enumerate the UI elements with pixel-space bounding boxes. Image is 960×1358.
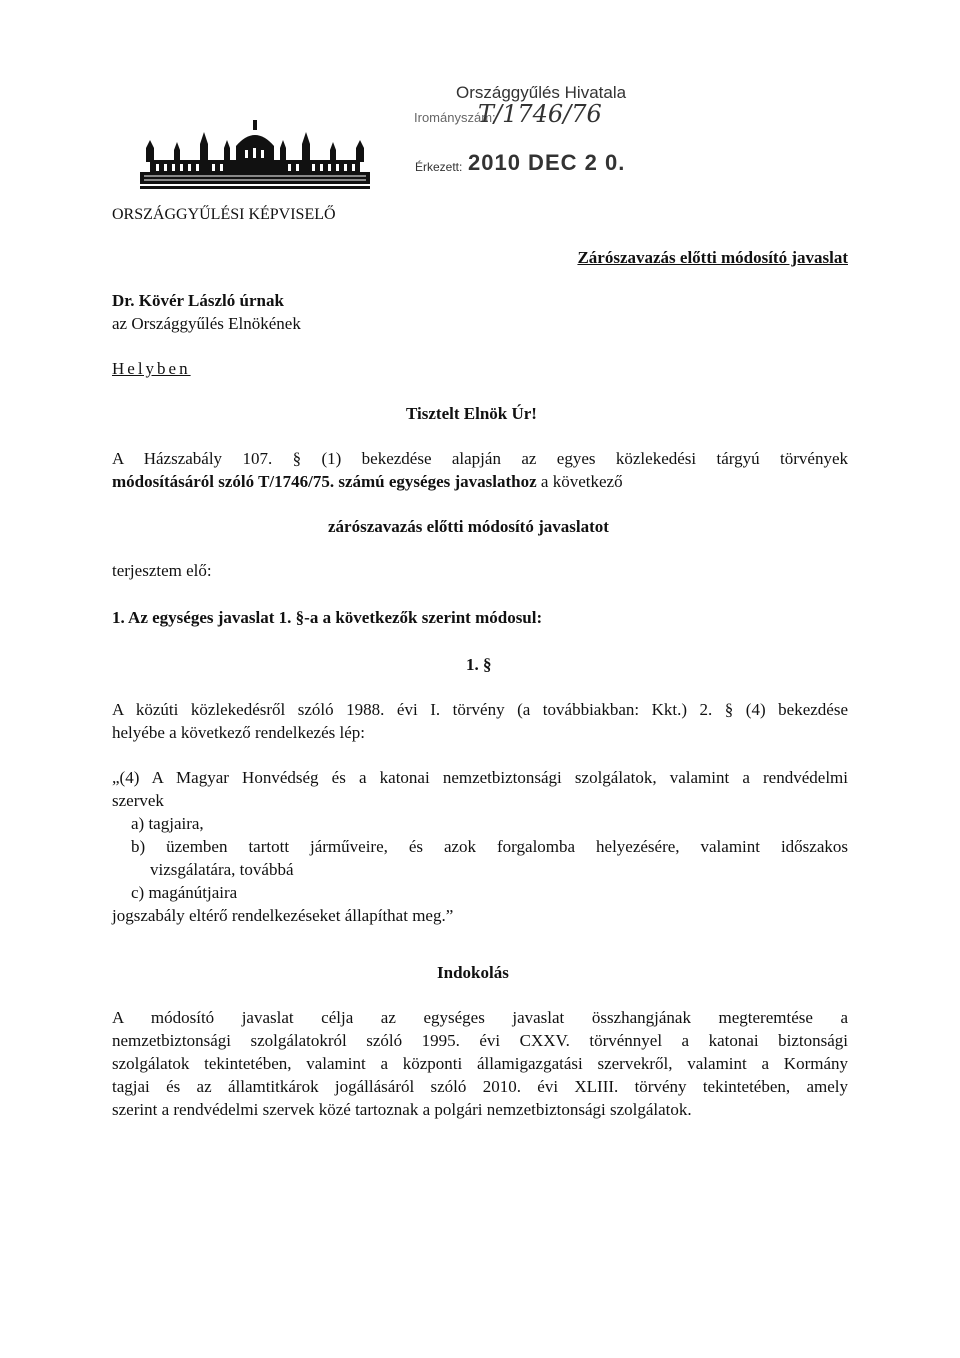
section-number: 1. § — [466, 655, 492, 674]
addressee-name: Dr. Kövér László úrnak — [112, 291, 284, 310]
intro-line-2-rest: a következő — [536, 472, 623, 491]
addressee-role: az Országgyűlés Elnökének — [112, 314, 301, 333]
quote-item-a: a) tagjaira, — [131, 814, 204, 833]
quote-line-1: „(4) A Magyar Honvédség és a katonai nemzetbiztonsági szolgálatok, valamint a rendvédelmi — [112, 768, 848, 787]
intro-submit: terjesztem elő: — [112, 561, 212, 580]
intro-line-2-bold: módosításáról szóló T/1746/75. számú egységes javaslathoz — [112, 472, 537, 491]
sender-title: ORSZÁGGYŰLÉSI KÉPVISELŐ — [112, 206, 336, 223]
document-type: Zárószavazás előtti módosító javaslat — [577, 248, 848, 267]
quote-closing: jogszabály eltérő rendelkezéseket állapíthat meg.” — [112, 906, 454, 925]
stamp-registry-label: Irományszám: — [414, 110, 496, 125]
stamp-office: Országgyűlés Hivatala — [456, 83, 627, 102]
quote-item-b-line-1: b) üzemben tartott járműveire, és azok forgalomba helyezésére, valamint időszakos — [131, 837, 848, 856]
quote-item-c: c) magánútjaira — [131, 883, 238, 902]
justification-line: tagjai és az államtitkárok jogállásáról szóló 2010. évi XLIII. törvény tekintetében, amely — [112, 1077, 848, 1096]
stamp-arrived-date: 2010 DEC 2 0. — [468, 150, 626, 175]
amendment-line-2: helyébe a következő rendelkezés lép: — [112, 723, 365, 742]
justification-heading: Indokolás — [437, 963, 509, 982]
stamp-registry-number: T/1746/76 — [478, 100, 602, 128]
justification-line: szolgálatok tekintetében, valamint a központi államigazgatási szervekről, valamint a Kormány — [112, 1054, 848, 1073]
intro-center-phrase: zárószavazás előtti módosító javaslatot — [328, 517, 609, 536]
justification-line: A módosító javaslat célja az egységes javaslat összhangjának megteremtése a — [112, 1008, 848, 1027]
parliament-emblem — [140, 120, 370, 192]
quote-item-b-line-2: vizsgálatára, továbbá — [150, 860, 294, 879]
amendment-line-1: A közúti közlekedésről szóló 1988. évi I. törvény (a továbbiakban: Kkt.) 2. § (4) bekezdése — [112, 700, 848, 719]
addressee-place: Helyben — [112, 359, 191, 378]
salutation: Tisztelt Elnök Úr! — [406, 404, 537, 423]
justification-line: szerint a rendvédelmi szervek közé tartoznak a polgári nemzetbiztonsági szolgálatok. — [112, 1100, 692, 1119]
justification-line: nemzetbiztonsági szolgálatokról szóló 1995. évi CXXV. törvénnyel a katonai biztonsági — [112, 1031, 848, 1050]
intro-line-2 — [112, 471, 623, 493]
quote-line-2: szervek — [112, 791, 164, 810]
point-1-heading: 1. Az egységes javaslat 1. §-a a következők szerint módosul: — [112, 608, 543, 627]
stamp-arrived-label: Érkezett: — [415, 160, 463, 174]
intro-line-1: A Házszabály 107. § (1) bekezdése alapján az egyes közlekedési tárgyú törvények — [112, 449, 848, 468]
